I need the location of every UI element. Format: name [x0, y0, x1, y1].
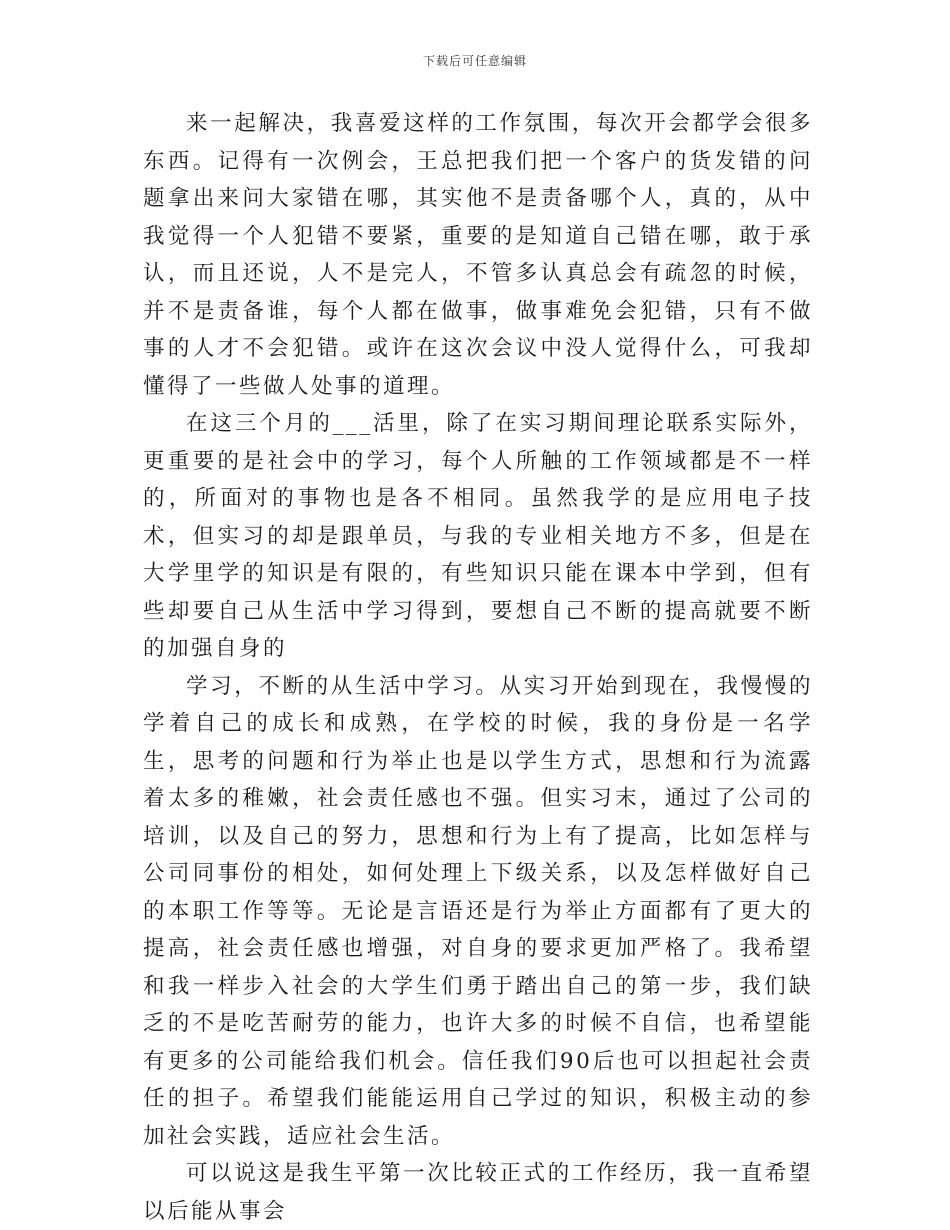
- paragraph-3: 学习，不断的从生活中学习。从实习开始到现在，我慢慢的学着自己的成长和成熟，在学校的时候，我的身份是一名学生，思考的问题和行为举止也是以学生方式，思想和行为流露着太多的稚嫩，社会责任感也不强。但实习末，通过了公司的培训，以及自己的努力，思想和行为上有了提高，比如怎样与公司同事份的相处，如何处理上下级关系，以及怎样做好自己的本职工作等等。无论是言语还是行为举止方面都有了更大的提高，社会责任感也增强，对自身的要求更加严格了。我希望和我一样步入社会的大学生们勇于踏出自己的第一步，我们缺乏的不是吃苦耐劳的能力，也许大多的时候不自信，也希望能有更多的公司能给我们机会。信任我们90后也可以担起社会责任的担子。希望我们能能运用自己学过的知识，积极主动的参加社会实践，适应社会生活。: [143, 673, 813, 1149]
- paragraph-4: 可以说这是我生平第一次比较正式的工作经历，我一直希望以后能从事会: [143, 1161, 813, 1224]
- page-header: 下载后可任意编辑: [422, 54, 527, 68]
- paragraph-2: 在这三个月的___活里，除了在实习期间理论联系实际外，更重要的是社会中的学习，每个人所触的工作领域都是不一样的，所面对的事物也是各不相同。虽然我学的是应用电子技术，但实习的却是跟单员，与我的专业相关地方不多，但是在大学里学的知识是有限的，有些知识只能在课本中学到，但有些却要自己从生活中学习得到，要想自己不断的提高就要不断的加强自身的: [143, 411, 813, 661]
- paragraph-1: 来一起解决，我喜爱这样的工作氛围，每次开会都学会很多东西。记得有一次例会，王总把我们把一个客户的货发错的问题拿出来问大家错在哪，其实他不是责备哪个人，真的，从中我觉得一个人犯错不要紧，重要的是知道自己错在哪，敢于承认，而且还说，人不是完人，不管多认真总会有疏忽的时候，并不是责备谁，每个人都在做事，做事难免会犯错，只有不做事的人才不会犯错。或许在这次会议中没人觉得什么，可我却懂得了一些做人处事的道理。: [143, 111, 813, 399]
- document-body: [143, 105, 813, 1230]
